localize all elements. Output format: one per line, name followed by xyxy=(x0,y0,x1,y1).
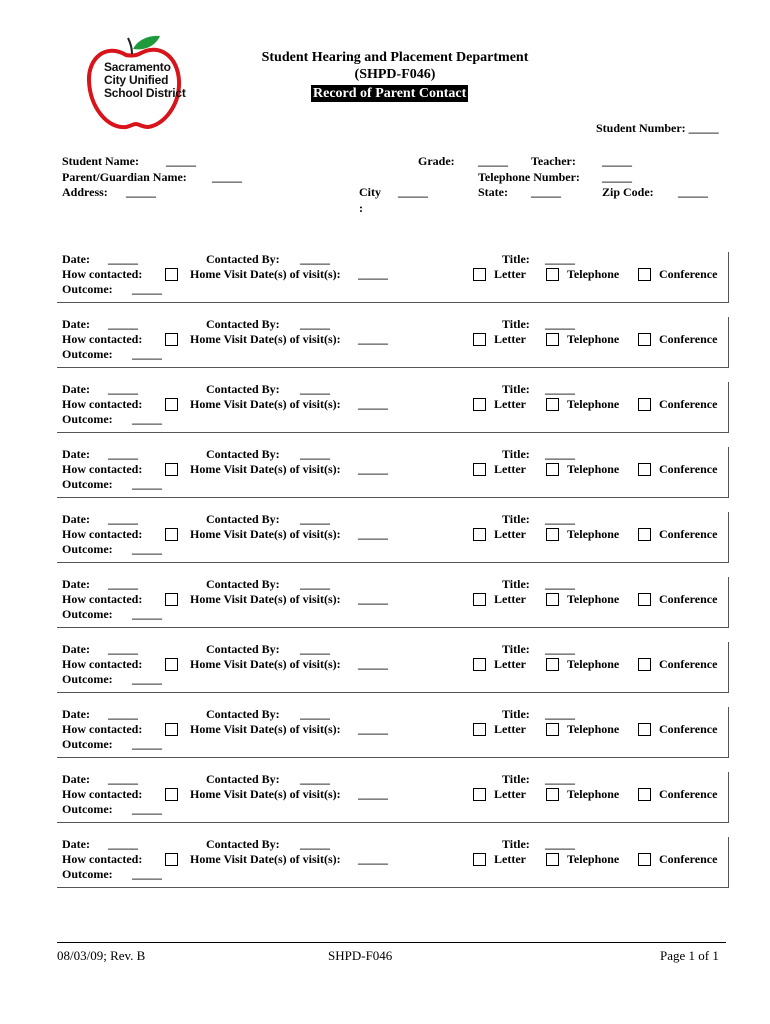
title-label: Title: xyxy=(502,447,530,461)
contacted-by-label: Contacted By: xyxy=(206,577,280,591)
contact-record xyxy=(57,837,729,888)
conference-checkbox[interactable] xyxy=(638,658,651,671)
telephone-number-field[interactable]: _____ xyxy=(602,170,632,184)
conference-checkbox[interactable] xyxy=(638,463,651,476)
outcome-field[interactable]: _____ xyxy=(132,867,162,881)
district-name-line-3: School District xyxy=(104,86,186,100)
contacted-by-field[interactable]: _____ xyxy=(300,577,330,591)
contact-record xyxy=(57,577,729,628)
city-colon: : xyxy=(359,201,363,215)
letter-label: Letter xyxy=(494,462,526,476)
contact-record xyxy=(57,447,729,498)
state-label: State: xyxy=(478,185,508,199)
date-field[interactable]: _____ xyxy=(108,772,138,786)
contacted-by-label: Contacted By: xyxy=(206,382,280,396)
telephone-label: Telephone xyxy=(567,657,620,671)
date-field[interactable]: _____ xyxy=(108,707,138,721)
title-field[interactable]: _____ xyxy=(545,512,575,526)
date-label: Date: xyxy=(62,707,90,721)
how-contacted-label: How contacted: xyxy=(62,787,143,801)
letter-checkbox[interactable] xyxy=(473,788,486,801)
conference-label: Conference xyxy=(659,722,718,736)
contacted-by-field[interactable]: _____ xyxy=(300,317,330,331)
student-name-field[interactable]: _____ xyxy=(166,154,196,168)
conference-checkbox[interactable] xyxy=(638,788,651,801)
letter-checkbox[interactable] xyxy=(473,723,486,736)
contacted-by-label: Contacted By: xyxy=(206,252,280,266)
contacted-by-field[interactable]: _____ xyxy=(300,772,330,786)
district-name-line-2: City Unified xyxy=(104,73,169,87)
date-field[interactable]: _____ xyxy=(108,577,138,591)
address-field[interactable]: _____ xyxy=(126,185,156,199)
contacted-by-field[interactable]: _____ xyxy=(300,447,330,461)
state-field[interactable]: _____ xyxy=(531,185,561,199)
telephone-checkbox[interactable] xyxy=(546,528,559,541)
how-contacted-label: How contacted: xyxy=(62,332,143,346)
outcome-label: Outcome: xyxy=(62,412,113,426)
home-visit-checkbox[interactable] xyxy=(165,268,178,281)
home-visit-dates-field[interactable]: _____ xyxy=(358,657,388,671)
date-field[interactable]: _____ xyxy=(108,382,138,396)
telephone-checkbox[interactable] xyxy=(546,723,559,736)
title-field[interactable]: _____ xyxy=(545,707,575,721)
conference-label: Conference xyxy=(659,592,718,606)
contacted-by-field[interactable]: _____ xyxy=(300,382,330,396)
contacted-by-field[interactable]: _____ xyxy=(300,707,330,721)
city-label: City xyxy=(359,185,381,199)
outcome-label: Outcome: xyxy=(62,802,113,816)
form-code: (SHPD-F046) xyxy=(354,67,436,82)
telephone-checkbox[interactable] xyxy=(546,268,559,281)
home-visit-checkbox[interactable] xyxy=(165,333,178,346)
outcome-field[interactable]: _____ xyxy=(132,477,162,491)
letter-checkbox[interactable] xyxy=(473,658,486,671)
footer-page-number: Page 1 of 1 xyxy=(660,948,719,963)
date-label: Date: xyxy=(62,382,90,396)
contact-record xyxy=(57,642,729,693)
date-label: Date: xyxy=(62,447,90,461)
home-visit-checkbox[interactable] xyxy=(165,398,178,411)
telephone-label: Telephone xyxy=(567,787,620,801)
telephone-checkbox[interactable] xyxy=(546,333,559,346)
home-visit-dates-field[interactable]: _____ xyxy=(358,267,388,281)
outcome-label: Outcome: xyxy=(62,737,113,751)
title-label: Title: xyxy=(502,382,530,396)
telephone-label: Telephone xyxy=(567,722,620,736)
home-visit-checkbox[interactable] xyxy=(165,658,178,671)
contacted-by-field[interactable]: _____ xyxy=(300,252,330,266)
title-field[interactable]: _____ xyxy=(545,317,575,331)
form-subtitle: Record of Parent Contact xyxy=(313,86,467,101)
contacted-by-label: Contacted By: xyxy=(206,512,280,526)
letter-checkbox[interactable] xyxy=(473,593,486,606)
how-contacted-label: How contacted: xyxy=(62,267,143,281)
home-visit-checkbox[interactable] xyxy=(165,593,178,606)
parent-name-label: Parent/Guardian Name: xyxy=(62,170,187,184)
title-label: Title: xyxy=(502,252,530,266)
conference-checkbox[interactable] xyxy=(638,398,651,411)
title-label: Title: xyxy=(502,707,530,721)
title-label: Title: xyxy=(502,317,530,331)
contacted-by-field[interactable]: _____ xyxy=(300,837,330,851)
how-contacted-label: How contacted: xyxy=(62,527,143,541)
date-field[interactable]: _____ xyxy=(108,642,138,656)
contacted-by-label: Contacted By: xyxy=(206,317,280,331)
footer-form-id: SHPD-F046 xyxy=(328,948,393,963)
date-field[interactable]: _____ xyxy=(108,447,138,461)
telephone-checkbox[interactable] xyxy=(546,463,559,476)
title-field[interactable]: _____ xyxy=(545,642,575,656)
telephone-label: Telephone xyxy=(567,462,620,476)
contacted-by-label: Contacted By: xyxy=(206,642,280,656)
conference-checkbox[interactable] xyxy=(638,723,651,736)
letter-checkbox[interactable] xyxy=(473,333,486,346)
telephone-checkbox[interactable] xyxy=(546,658,559,671)
telephone-label: Telephone xyxy=(567,267,620,281)
home-visit-label: Home Visit Date(s) of visit(s): xyxy=(190,722,341,736)
date-label: Date: xyxy=(62,252,90,266)
conference-label: Conference xyxy=(659,332,718,346)
home-visit-dates-field[interactable]: _____ xyxy=(358,527,388,541)
home-visit-label: Home Visit Date(s) of visit(s): xyxy=(190,527,341,541)
letter-label: Letter xyxy=(494,592,526,606)
home-visit-label: Home Visit Date(s) of visit(s): xyxy=(190,787,341,801)
how-contacted-label: How contacted: xyxy=(62,462,143,476)
outcome-field[interactable]: _____ xyxy=(132,412,162,426)
outcome-label: Outcome: xyxy=(62,282,113,296)
grade-field[interactable]: _____ xyxy=(478,154,508,168)
form-title: Student Hearing and Placement Department xyxy=(261,50,529,65)
date-label: Date: xyxy=(62,772,90,786)
home-visit-dates-field[interactable]: _____ xyxy=(358,592,388,606)
conference-label: Conference xyxy=(659,267,718,281)
student-name-label: Student Name: xyxy=(62,154,139,168)
title-field[interactable]: _____ xyxy=(545,252,575,266)
outcome-field[interactable]: _____ xyxy=(132,737,162,751)
home-visit-checkbox[interactable] xyxy=(165,788,178,801)
outcome-field[interactable]: _____ xyxy=(132,282,162,296)
parent-name-field[interactable]: _____ xyxy=(212,170,242,184)
contact-record xyxy=(57,707,729,758)
outcome-field[interactable]: _____ xyxy=(132,607,162,621)
date-field[interactable]: _____ xyxy=(108,317,138,331)
outcome-label: Outcome: xyxy=(62,477,113,491)
date-label: Date: xyxy=(62,512,90,526)
home-visit-dates-field[interactable]: _____ xyxy=(358,462,388,476)
city-field[interactable]: _____ xyxy=(398,185,428,199)
letter-label: Letter xyxy=(494,527,526,541)
outcome-label: Outcome: xyxy=(62,672,113,686)
telephone-label: Telephone xyxy=(567,397,620,411)
contacted-by-label: Contacted By: xyxy=(206,707,280,721)
home-visit-checkbox[interactable] xyxy=(165,463,178,476)
date-label: Date: xyxy=(62,837,90,851)
letter-label: Letter xyxy=(494,852,526,866)
letter-label: Letter xyxy=(494,332,526,346)
grade-label: Grade: xyxy=(418,154,455,168)
outcome-field[interactable]: _____ xyxy=(132,672,162,686)
district-name-line-1: Sacramento xyxy=(104,60,171,74)
date-label: Date: xyxy=(62,642,90,656)
home-visit-dates-field[interactable]: _____ xyxy=(358,787,388,801)
conference-checkbox[interactable] xyxy=(638,528,651,541)
home-visit-label: Home Visit Date(s) of visit(s): xyxy=(190,397,341,411)
conference-label: Conference xyxy=(659,787,718,801)
home-visit-label: Home Visit Date(s) of visit(s): xyxy=(190,852,341,866)
contacted-by-field[interactable]: _____ xyxy=(300,642,330,656)
home-visit-dates-field[interactable]: _____ xyxy=(358,397,388,411)
how-contacted-label: How contacted: xyxy=(62,657,143,671)
letter-label: Letter xyxy=(494,267,526,281)
contacted-by-label: Contacted By: xyxy=(206,837,280,851)
conference-checkbox[interactable] xyxy=(638,268,651,281)
how-contacted-label: How contacted: xyxy=(62,852,143,866)
home-visit-label: Home Visit Date(s) of visit(s): xyxy=(190,657,341,671)
letter-checkbox[interactable] xyxy=(473,853,486,866)
home-visit-label: Home Visit Date(s) of visit(s): xyxy=(190,592,341,606)
conference-label: Conference xyxy=(659,462,718,476)
contact-record xyxy=(57,317,729,368)
zip-code-label: Zip Code: xyxy=(602,185,654,199)
title-field[interactable]: _____ xyxy=(545,837,575,851)
letter-label: Letter xyxy=(494,397,526,411)
letter-label: Letter xyxy=(494,657,526,671)
contacted-by-label: Contacted By: xyxy=(206,772,280,786)
how-contacted-label: How contacted: xyxy=(62,722,143,736)
conference-label: Conference xyxy=(659,527,718,541)
contact-record xyxy=(57,512,729,563)
telephone-checkbox[interactable] xyxy=(546,853,559,866)
letter-label: Letter xyxy=(494,787,526,801)
conference-label: Conference xyxy=(659,657,718,671)
how-contacted-label: How contacted: xyxy=(62,397,143,411)
contact-record xyxy=(57,382,729,433)
home-visit-dates-field[interactable]: _____ xyxy=(358,722,388,736)
telephone-checkbox[interactable] xyxy=(546,593,559,606)
outcome-label: Outcome: xyxy=(62,542,113,556)
date-label: Date: xyxy=(62,577,90,591)
outcome-field[interactable]: _____ xyxy=(132,542,162,556)
title-field[interactable]: _____ xyxy=(545,447,575,461)
letter-checkbox[interactable] xyxy=(473,398,486,411)
telephone-label: Telephone xyxy=(567,592,620,606)
home-visit-checkbox[interactable] xyxy=(165,528,178,541)
telephone-number-label: Telephone Number: xyxy=(478,170,580,184)
home-visit-checkbox[interactable] xyxy=(165,853,178,866)
outcome-field[interactable]: _____ xyxy=(132,347,162,361)
letter-checkbox[interactable] xyxy=(473,268,486,281)
contacted-by-label: Contacted By: xyxy=(206,447,280,461)
telephone-checkbox[interactable] xyxy=(546,398,559,411)
footer-revision: 08/03/09; Rev. B xyxy=(57,948,146,963)
how-contacted-label: How contacted: xyxy=(62,592,143,606)
telephone-checkbox[interactable] xyxy=(546,788,559,801)
title-label: Title: xyxy=(502,577,530,591)
telephone-label: Telephone xyxy=(567,852,620,866)
home-visit-checkbox[interactable] xyxy=(165,723,178,736)
contact-record xyxy=(57,252,729,303)
home-visit-dates-field[interactable]: _____ xyxy=(358,852,388,866)
outcome-label: Outcome: xyxy=(62,607,113,621)
home-visit-label: Home Visit Date(s) of visit(s): xyxy=(190,462,341,476)
student-number-label: Student Number: _____ xyxy=(596,121,719,135)
title-field[interactable]: _____ xyxy=(545,382,575,396)
teacher-label: Teacher: xyxy=(531,154,576,168)
date-label: Date: xyxy=(62,317,90,331)
title-field[interactable]: _____ xyxy=(545,577,575,591)
letter-label: Letter xyxy=(494,722,526,736)
contact-record xyxy=(57,772,729,823)
title-field[interactable]: _____ xyxy=(545,772,575,786)
home-visit-dates-field[interactable]: _____ xyxy=(358,332,388,346)
outcome-label: Outcome: xyxy=(62,347,113,361)
letter-checkbox[interactable] xyxy=(473,528,486,541)
date-field[interactable]: _____ xyxy=(108,837,138,851)
telephone-label: Telephone xyxy=(567,527,620,541)
teacher-field[interactable]: _____ xyxy=(602,154,632,168)
telephone-label: Telephone xyxy=(567,332,620,346)
conference-checkbox[interactable] xyxy=(638,853,651,866)
outcome-label: Outcome: xyxy=(62,867,113,881)
conference-checkbox[interactable] xyxy=(638,593,651,606)
title-label: Title: xyxy=(502,642,530,656)
letter-checkbox[interactable] xyxy=(473,463,486,476)
conference-label: Conference xyxy=(659,852,718,866)
contacted-by-field[interactable]: _____ xyxy=(300,512,330,526)
outcome-field[interactable]: _____ xyxy=(132,802,162,816)
conference-label: Conference xyxy=(659,397,718,411)
date-field[interactable]: _____ xyxy=(108,512,138,526)
zip-code-field[interactable]: _____ xyxy=(678,185,708,199)
address-label: Address: xyxy=(62,185,108,199)
conference-checkbox[interactable] xyxy=(638,333,651,346)
title-label: Title: xyxy=(502,837,530,851)
title-label: Title: xyxy=(502,512,530,526)
home-visit-label: Home Visit Date(s) of visit(s): xyxy=(190,267,341,281)
home-visit-label: Home Visit Date(s) of visit(s): xyxy=(190,332,341,346)
date-field[interactable]: _____ xyxy=(108,252,138,266)
title-label: Title: xyxy=(502,772,530,786)
footer-divider xyxy=(57,942,726,943)
